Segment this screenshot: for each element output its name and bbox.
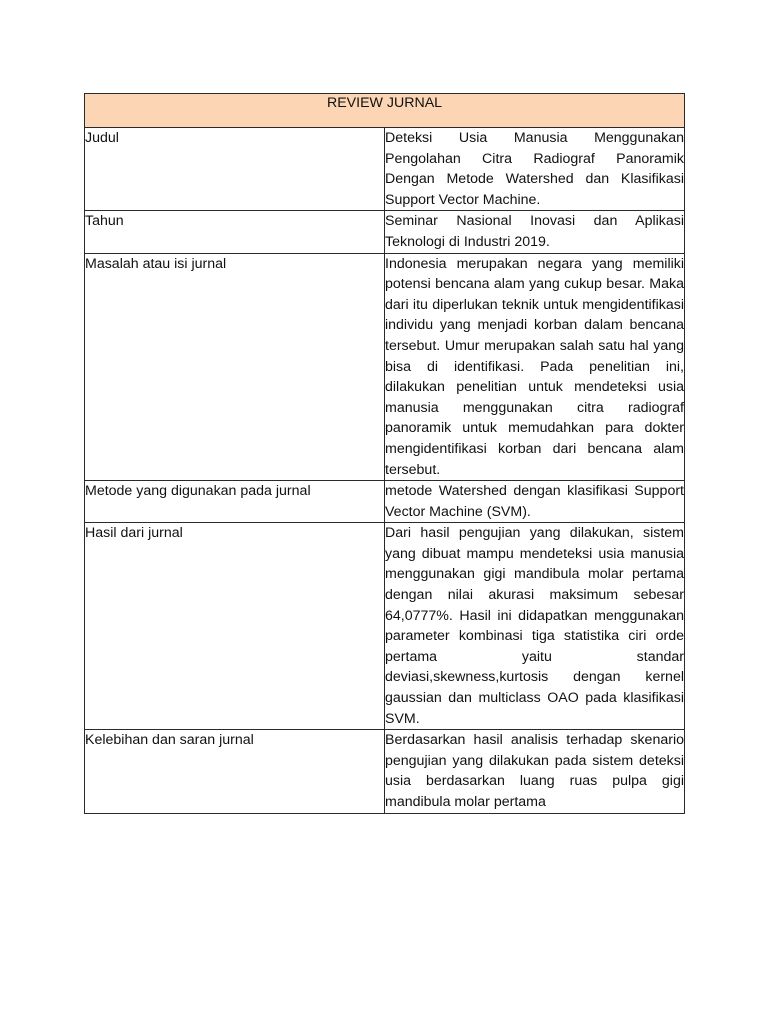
row-value: metode Watershed dengan klasifikasi Support Vector Machine (SVM). — [385, 481, 685, 523]
table-title: REVIEW JURNAL — [85, 94, 685, 128]
row-value: Deteksi Usia Manusia Menggunakan Pengolahan Citra Radiograf Panoramik Dengan Metode Watershed dan Klasifikasi Support Vector Machine. — [385, 128, 685, 211]
row-value: Indonesia merupakan negara yang memiliki potensi bencana alam yang cukup besar. Maka dari itu diperlukan teknik untuk mengidentifikasi individu yang menjadi korban dalam bencana tersebut. Umur merupakan salah satu hal yang bisa di identifikasi. Pada penelitian ini, dilakukan penelitian untuk mendeteksi usia manusia menggunakan citra radiograf panoramik untuk memudahkan para dokter mengidentifikasi korban dari bencana alam tersebut. — [385, 253, 685, 481]
table-header-row — [85, 94, 685, 128]
row-label: Hasil dari jurnal — [85, 523, 385, 730]
row-value: Seminar Nasional Inovasi dan Aplikasi Teknologi di Industri 2019. — [385, 211, 685, 253]
review-table — [84, 93, 685, 814]
row-label: Metode yang digunakan pada jurnal — [85, 481, 385, 523]
row-label: Kelebihan dan saran jurnal — [85, 730, 385, 813]
row-label: Judul — [85, 128, 385, 211]
table-row-masalah — [85, 253, 685, 481]
table-row-judul — [85, 128, 685, 211]
row-label: Tahun — [85, 211, 385, 253]
row-value: Berdasarkan hasil analisis terhadap skenario pengujian yang dilakukan pada sistem deteksi usia berdasarkan luang ruas pulpa gigi mandibula molar pertama — [385, 730, 685, 813]
table-row-tahun — [85, 211, 685, 253]
table-row-hasil — [85, 523, 685, 730]
table-row-kelebihan — [85, 730, 685, 813]
row-value: Dari hasil pengujian yang dilakukan, sistem yang dibuat mampu mendeteksi usia manusia menggunakan gigi mandibula molar pertama dengan nilai akurasi maksimum sebesar 64,0777%. Hasil ini didapatkan menggunakan parameter kombinasi tiga statistika ciri orde pertama yaitu standar deviasi,skewness,kurtosis dengan kernel gaussian dan multiclass OAO pada klasifikasi SVM. — [385, 523, 685, 730]
table-row-metode — [85, 481, 685, 523]
row-label: Masalah atau isi jurnal — [85, 253, 385, 481]
